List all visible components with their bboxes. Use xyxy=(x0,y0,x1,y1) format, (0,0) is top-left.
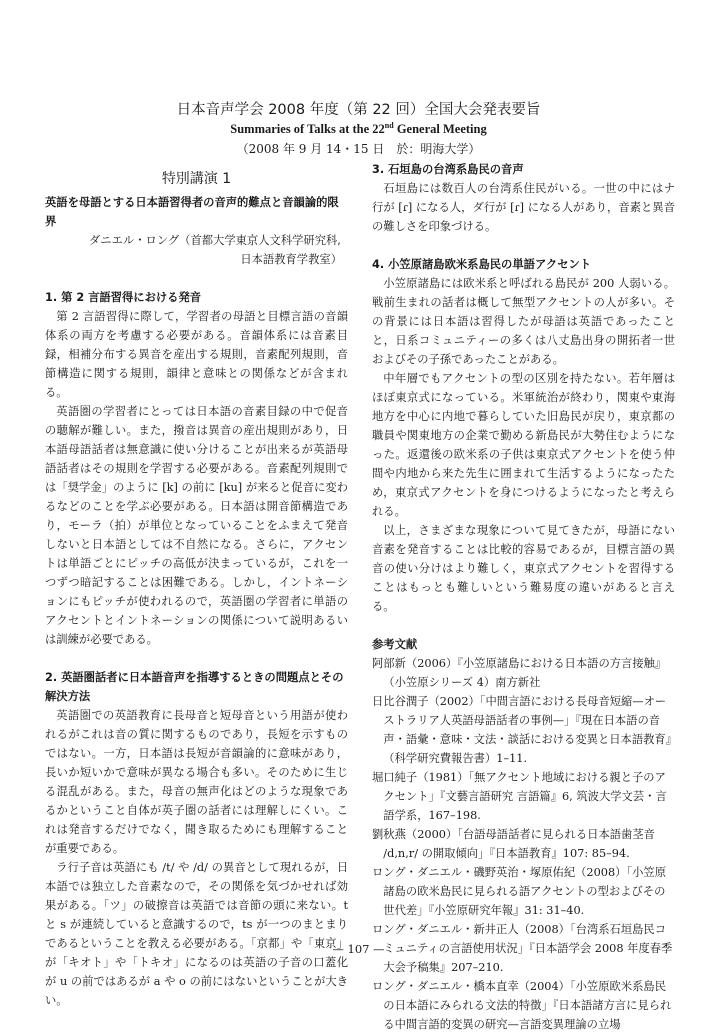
paragraph: 中年層でもアクセントの型の区別を持たない。若年層はほぼ東京式になっている。米軍統治が終わり，関東や東海地方を中心に内地で暮らしていた旧島民が戻り，東京都の職員や関東地方の企業で勤める新島民が大勢住むようになった。返還後の欧米系の子供は東京式アクセントを使う仲間や内地から来た先生に囲まれて生活するようになったため，東京式アクセントを身につけるようになったと考えられる。 xyxy=(372,372,675,518)
lecture-label: 特別講演 1 xyxy=(161,171,232,187)
left-column xyxy=(45,160,348,1010)
reference-item: ロング・ダニエル・磯野英治・塚原佑紀（2008）「小笠原諸島の欧米島民に見られる語アクセントの型およびその世代差」『小笠原研究年報』31: 31–40. xyxy=(372,866,667,917)
section-heading-2: 2. 英語圏話者に日本語音声を指導するときの問題点とその解決方法 xyxy=(45,671,344,703)
paragraph: ラ行子音は英語にも /t/ や /d/ の異音として現れるが，日本語では独立した音素なので，その関係を気づかせれば効果がある。「ツ」の破擦音は英語では音節の頭に来ない。t と s が連続していると意識するので，ts が一つのまとまりであるということを教える必要がある。「京都」や「東京」が「キオト」や「トキオ」になるのは英語の子音の口蓋化が u の前ではあるが a や o の前にはないということが大きい。 xyxy=(45,861,348,1007)
talk-title: 英語を母語とする日本語習得者の音声的難点と音韻論的限界 xyxy=(45,196,339,228)
reference-item: 堀口純子（1981）「無アクセント地域における親と子のアクセント」『文藝言語研究 言語篇』6, 筑波大学文芸・言語学系，167–198. xyxy=(372,771,667,822)
reference-item: ロング・ダニエル・新井正人（2008）「台湾系石垣島民コミュニティの言語使用状況」『日本語学会 2008 年度春季大会予稿集』207–210. xyxy=(372,923,673,974)
reference-item: 日比谷潤子（2002）「中間言語における長母音短縮—オーストラリア人英語母語話者の事例—」『現在日本語の音声・語彙・意味・文法・談話における変異と日本語教育』（科学研究費報告書）1–11. xyxy=(372,695,672,765)
paragraph: 英語圏の学習者にとっては日本語の音素目録の中で促音の聴解が難しい。また，撥音は異音の産出規則があり，日本語母語話者は無意識に使い分けることが出来るが英語母語話者はその規則を学習する必要がある。音素配列規則では「奨学金」のように [k] の前に [ku] が来ると促音に変わるなどのことを学ぶ必要がある。日本語は開音節構造であり，モーラ（拍）が単位となっていることをふまえて発音しないと日本語としては不自然になる。さらに，アクセントは単語ごとにピッチの高低が決まっているが，これを一つずつ暗記することは困難である。しかし，イントネーションにもピッチが使われるので，英語圏の学習者に単語のアクセントとイントネーションの関係について説明あるいは訓練が必要である。 xyxy=(45,405,348,646)
references-heading: 参考文献 xyxy=(372,638,418,651)
section-heading-3: 3. 石垣島の台湾系島民の音声 xyxy=(372,163,524,176)
meeting-date: （2008 年 9 月 14・15 日 於：明海大学） xyxy=(236,142,481,156)
reference-item: 阿部新（2006）『小笠原諸島における日本語の方言接触』（小笠原シリーズ 4）南方新社 xyxy=(372,657,667,689)
author-line: ダニエル・ロング（首都大学東京人文科学研究科, xyxy=(89,234,341,247)
reference-item: ロング・ダニエル・橋本直幸（2004）「小笠原欧米系島民の日本語にみられる文法的特徴」『日本語諸方言に見られる中間言語的変異の研究—言語変異理論の立場 xyxy=(372,980,672,1031)
author-affiliation: 日本語教育学教室） xyxy=(240,253,342,266)
section-heading-4: 4. 小笠原諸島欧米系島民の単語アクセント xyxy=(372,258,592,271)
paragraph: 石垣島には数百人の台湾系住民がいる。一世の中にはナ行が [ɾ] になる人，ダ行が [ɾ] になる人があり，音素と異音の難しさを印象づける。 xyxy=(372,182,675,233)
page-number: — 107 — xyxy=(332,942,385,956)
right-column xyxy=(372,160,675,1034)
subtitle-text: Summaries of Talks at the 22 xyxy=(230,122,385,137)
subtitle-text-end: General Meeting xyxy=(393,122,487,137)
paragraph: 以上，さまざまな現象について見てきたが，母語にない音素を発音することは比較的容易であるが，目標言語の異音の使い分けはより難しく，東京式アクセントを習得することはもっとも難しいという難易度の違いがあると言える。 xyxy=(372,524,675,613)
paragraph: 英語圏での英語教育に長母音と短母音という用語が使われるがこれは音の質に関するものであり，長短を示すものではない。一方，日本語は長短が音韻論的に意味があり，長いか短いかで意味が異なる場合も多い。そのために生じる混乱がある。また，母音の無声化はどのような現象であるかということ自体が英子圏の話者には理解しにくい。これは発音するだけでなく，聞き取るためにも理解することが重要である。 xyxy=(45,709,348,855)
page-title: 日本音声学会 2008 年度（第 22 回）全国大会発表要旨 xyxy=(176,102,541,118)
page-subtitle xyxy=(0,121,717,137)
section-heading-1: 1. 第 2 言語習得における発音 xyxy=(45,291,202,304)
subtitle-superscript: nd xyxy=(384,121,394,130)
paragraph: 小笠原諸島には欧米系と呼ばれる島民が 200 人弱いる。戦前生まれの話者は概して無型アクセントの人が多い。その背景には日本語は習得したが母語は英語であったことと，日系コミュニティーの多くは八丈島出身の開拓者一世およびその子孫であったことがある。 xyxy=(372,277,675,366)
paragraph: 第 2 言語習得に際して，学習者の母語と目標言語の音韻体系の両方を考慮する必要がある。音韻体系には音素目録，相補分布する異音を産出する規則，音素配列規則，音節構造に関する規則，韻律と意味との関係などが含まれる。 xyxy=(45,310,348,399)
reference-item: 劉秋燕（2000）「台語母語話者に見られる日本語歯茎音 /d,n,r/ の開取傾向」『日本語教育』107: 85–94. xyxy=(372,828,655,860)
